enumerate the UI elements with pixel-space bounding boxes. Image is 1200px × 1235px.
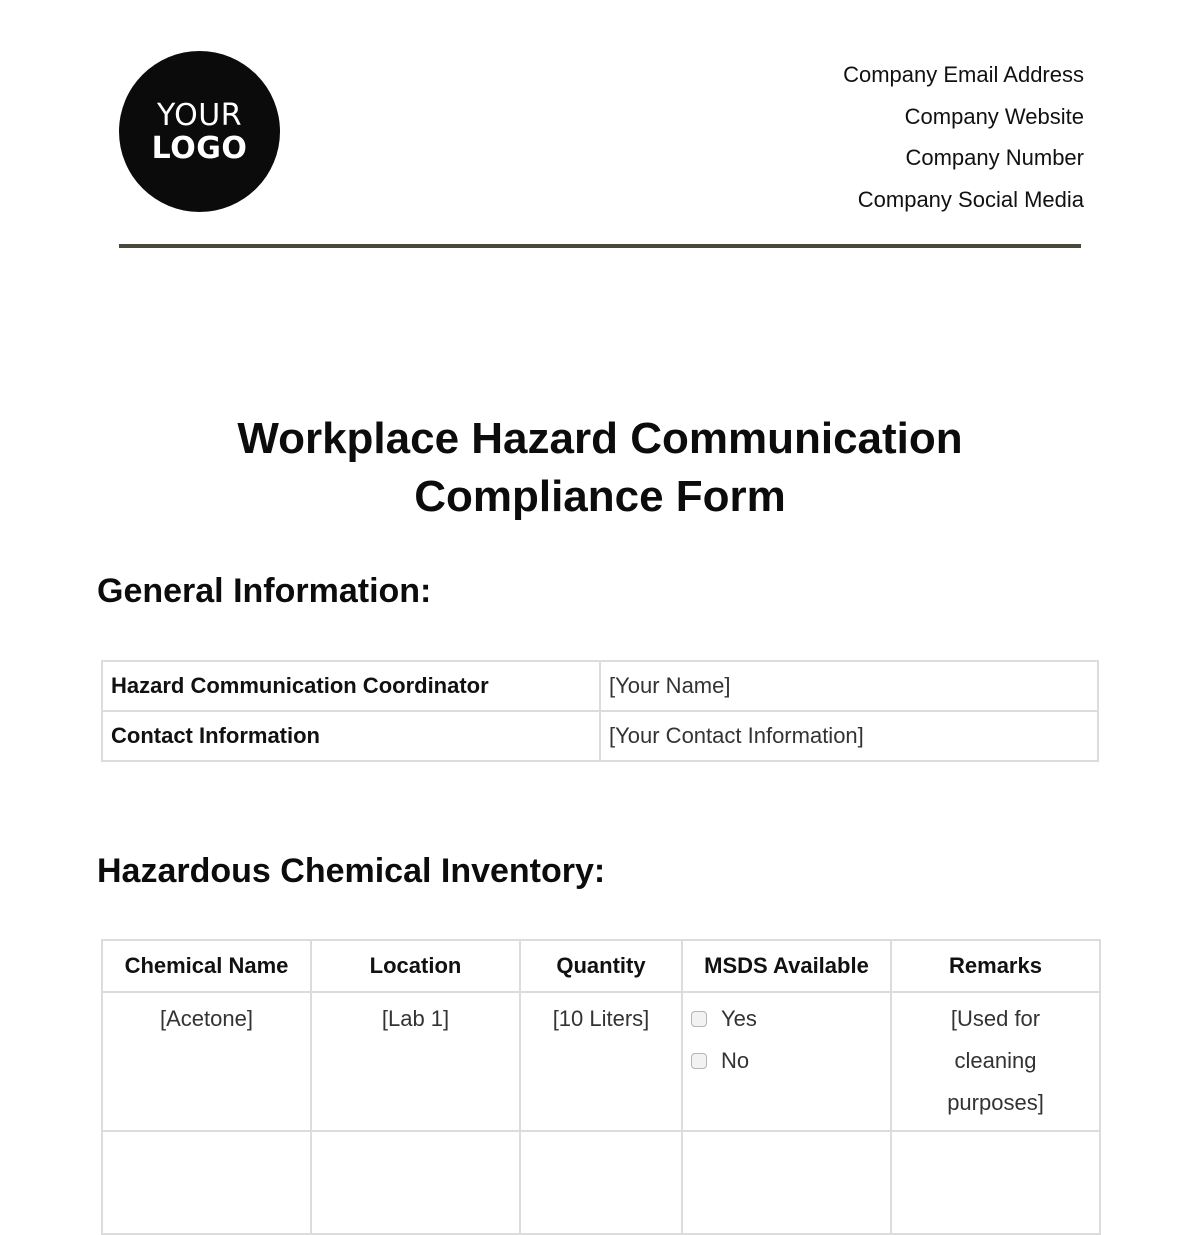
logo-text-line2: LOGO bbox=[151, 130, 248, 166]
msds-yes-label: Yes bbox=[721, 1006, 757, 1031]
general-information-heading: General Information: bbox=[97, 572, 432, 610]
table-row bbox=[102, 711, 1098, 761]
table-row bbox=[102, 1131, 1100, 1234]
general-information-table bbox=[101, 660, 1099, 762]
msds-available-cell bbox=[682, 992, 891, 1131]
column-header-msds-available: MSDS Available bbox=[682, 940, 891, 992]
logo-text-line1: YOUR bbox=[156, 97, 243, 133]
msds-yes-option[interactable] bbox=[691, 998, 882, 1040]
remarks-cell[interactable] bbox=[891, 992, 1100, 1131]
column-header-location: Location bbox=[311, 940, 520, 992]
table-row bbox=[102, 661, 1098, 711]
chemical-name-cell[interactable] bbox=[102, 1131, 311, 1234]
company-website: Company Website bbox=[904, 103, 1084, 129]
remarks-cell[interactable] bbox=[891, 1131, 1100, 1234]
remarks-text: [Used for cleaning purposes] bbox=[947, 1006, 1044, 1115]
page-title bbox=[0, 410, 1200, 526]
contact-information-value[interactable]: [Your Contact Information] bbox=[600, 711, 1098, 761]
quantity-cell[interactable]: [10 Liters] bbox=[520, 992, 682, 1131]
company-logo bbox=[119, 51, 280, 212]
location-cell[interactable]: [Lab 1] bbox=[311, 992, 520, 1131]
column-header-quantity: Quantity bbox=[520, 940, 682, 992]
column-header-remarks: Remarks bbox=[891, 940, 1100, 992]
coordinator-label: Hazard Communication Coordinator bbox=[102, 661, 600, 711]
company-social-media: Company Social Media bbox=[857, 187, 1084, 213]
company-number: Company Number bbox=[905, 145, 1084, 171]
quantity-cell[interactable] bbox=[520, 1131, 682, 1234]
msds-no-label: No bbox=[721, 1048, 750, 1073]
header-divider bbox=[119, 244, 1081, 248]
page-title-line1: Workplace Hazard Communication bbox=[237, 414, 963, 463]
msds-no-checkbox[interactable] bbox=[691, 1053, 707, 1069]
company-email: Company Email Address bbox=[843, 62, 1084, 87]
msds-available-cell[interactable] bbox=[682, 1131, 891, 1234]
column-header-chemical-name: Chemical Name bbox=[102, 940, 311, 992]
msds-no-option[interactable] bbox=[691, 1040, 882, 1082]
contact-information-label: Contact Information bbox=[102, 711, 600, 761]
table-header-row bbox=[102, 940, 1100, 992]
company-contact-block bbox=[843, 54, 1084, 221]
table-row bbox=[102, 992, 1100, 1131]
msds-yes-checkbox[interactable] bbox=[691, 1011, 707, 1027]
coordinator-value[interactable]: [Your Name] bbox=[600, 661, 1098, 711]
chemical-name-cell[interactable]: [Acetone] bbox=[102, 992, 311, 1131]
page-title-line2: Compliance Form bbox=[414, 472, 786, 521]
chemical-inventory-heading: Hazardous Chemical Inventory: bbox=[97, 852, 606, 890]
location-cell[interactable] bbox=[311, 1131, 520, 1234]
chemical-inventory-table bbox=[101, 939, 1101, 1235]
